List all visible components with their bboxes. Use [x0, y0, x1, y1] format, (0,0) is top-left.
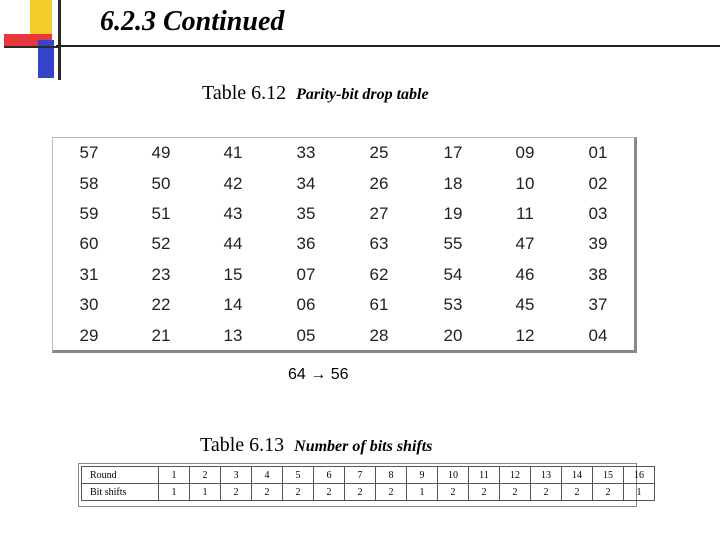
parity-table-cell: 07	[296, 265, 316, 284]
bit-shifts-cell: 3	[221, 467, 252, 484]
parity-table-cell: 51	[151, 204, 171, 223]
bit-shifts-cell: 2	[283, 484, 314, 501]
bit-shifts-cell: 9	[407, 467, 438, 484]
bit-shifts-cell: 8	[376, 467, 407, 484]
bit-shifts-table	[81, 466, 655, 501]
bit-shifts-cell: 4	[252, 467, 283, 484]
bit-shifts-row-label: Bit shifts	[82, 484, 159, 501]
parity-table-cell: 13	[223, 326, 243, 345]
bit-reduction-note: 64 → 56	[288, 366, 349, 383]
parity-table-cell: 29	[79, 326, 99, 345]
page-title: 6.2.3 Continued	[100, 6, 285, 37]
bit-shifts-cell: 15	[593, 467, 624, 484]
parity-table-cell: 22	[151, 295, 171, 314]
parity-table-cell: 06	[296, 295, 316, 314]
bit-shifts-cell: 2	[345, 484, 376, 501]
parity-bit-drop-table	[52, 137, 637, 353]
bit-shifts-cell: 14	[562, 467, 593, 484]
parity-table-cell: 49	[151, 143, 171, 162]
parity-table-cell: 10	[515, 174, 535, 193]
parity-table-cell: 03	[588, 204, 608, 223]
parity-table-cell: 18	[443, 174, 463, 193]
parity-table-cell: 57	[79, 143, 99, 162]
bit-shifts-cell: 6	[314, 467, 345, 484]
bit-shifts-cell: 5	[283, 467, 314, 484]
bit-shifts-row-label: Round	[82, 467, 159, 484]
bit-shifts-cell: 1	[407, 484, 438, 501]
bit-shifts-cell: 2	[438, 484, 469, 501]
parity-table-cell: 61	[369, 295, 389, 314]
parity-table-cell: 25	[369, 143, 389, 162]
bit-shifts-cell: 1	[190, 484, 221, 501]
parity-table-cell: 02	[588, 174, 608, 193]
parity-table-cell: 59	[79, 204, 99, 223]
parity-table-cell: 36	[296, 234, 316, 253]
bit-shifts-cell: 2	[469, 484, 500, 501]
table-6-13-caption	[200, 434, 432, 457]
bit-shifts-cell: 2	[531, 484, 562, 501]
parity-table-cell: 52	[151, 234, 171, 253]
bit-shifts-cell: 11	[469, 467, 500, 484]
bit-shifts-cell: 2	[500, 484, 531, 501]
parity-table-cell: 39	[588, 234, 608, 253]
bit-shifts-cell: 2	[562, 484, 593, 501]
table-6-12-number: Table 6.12	[202, 82, 287, 104]
bit-shifts-cell: 2	[221, 484, 252, 501]
bit-shifts-cell: 2	[314, 484, 345, 501]
parity-table-cell: 54	[443, 265, 463, 284]
parity-table-cell: 47	[515, 234, 535, 253]
parity-table-cell: 26	[369, 174, 389, 193]
parity-table-cell: 55	[443, 234, 463, 253]
parity-table-cell: 42	[223, 174, 243, 193]
bit-shifts-cell: 16	[624, 467, 655, 484]
decorative-vertical-line	[58, 0, 61, 80]
table-6-13-description: Number of bits shifts	[294, 438, 433, 455]
parity-table-cell: 14	[223, 295, 243, 314]
parity-table-cell: 12	[515, 326, 535, 345]
parity-table-cell: 23	[151, 265, 171, 284]
parity-table-cell: 53	[443, 295, 463, 314]
parity-table-cell: 30	[79, 295, 99, 314]
bit-shifts-cell: 2	[252, 484, 283, 501]
parity-table-cell: 11	[516, 204, 534, 223]
bit-shifts-cell: 2	[376, 484, 407, 501]
parity-table-cell: 09	[515, 143, 535, 162]
bit-shifts-table-row	[82, 467, 655, 484]
parity-table-cell: 21	[151, 326, 171, 345]
table-6-12-description: Parity-bit drop table	[296, 86, 429, 103]
bit-shifts-cell: 1	[624, 484, 655, 501]
parity-table-cell: 15	[223, 265, 243, 284]
bit-shifts-cell: 2	[190, 467, 221, 484]
parity-table-cell: 60	[79, 234, 99, 253]
bit-shifts-cell: 10	[438, 467, 469, 484]
parity-table-cell: 45	[515, 295, 535, 314]
parity-table-cell: 19	[443, 204, 463, 223]
parity-table-cell: 37	[588, 295, 608, 314]
bit-shifts-cell: 13	[531, 467, 562, 484]
parity-table-cell: 35	[296, 204, 316, 223]
decorative-horizontal-line	[4, 46, 60, 48]
parity-table-cell: 58	[79, 174, 99, 193]
parity-table-cell: 31	[79, 265, 99, 284]
bit-shifts-cell: 7	[345, 467, 376, 484]
parity-table-cell: 41	[223, 143, 243, 162]
bit-shifts-cell: 1	[159, 484, 190, 501]
parity-table-cell: 33	[296, 143, 316, 162]
parity-table-cell: 27	[369, 204, 389, 223]
parity-table-cell: 04	[588, 326, 608, 345]
bit-shifts-cell: 12	[500, 467, 531, 484]
parity-table-cell: 34	[296, 174, 316, 193]
parity-table-cell: 46	[515, 265, 535, 284]
parity-table-cell: 38	[588, 265, 608, 284]
table-6-13-number: Table 6.13	[200, 434, 285, 456]
table-6-12-caption	[202, 82, 429, 105]
bit-shifts-cell: 2	[593, 484, 624, 501]
parity-table-cell: 01	[588, 143, 608, 162]
parity-table-cell: 17	[443, 143, 463, 162]
parity-table-cell: 43	[223, 204, 243, 223]
title-underline	[56, 45, 720, 47]
parity-table-cell: 62	[369, 265, 389, 284]
parity-table-cell: 05	[296, 326, 316, 345]
parity-table-cell: 50	[151, 174, 171, 193]
bit-shifts-cell: 1	[159, 467, 190, 484]
parity-table-cell: 63	[369, 234, 389, 253]
parity-table-cell: 20	[443, 326, 463, 345]
parity-table-cell: 28	[369, 326, 389, 345]
bit-shifts-table-row	[82, 484, 655, 501]
parity-table-cell: 44	[223, 234, 243, 253]
